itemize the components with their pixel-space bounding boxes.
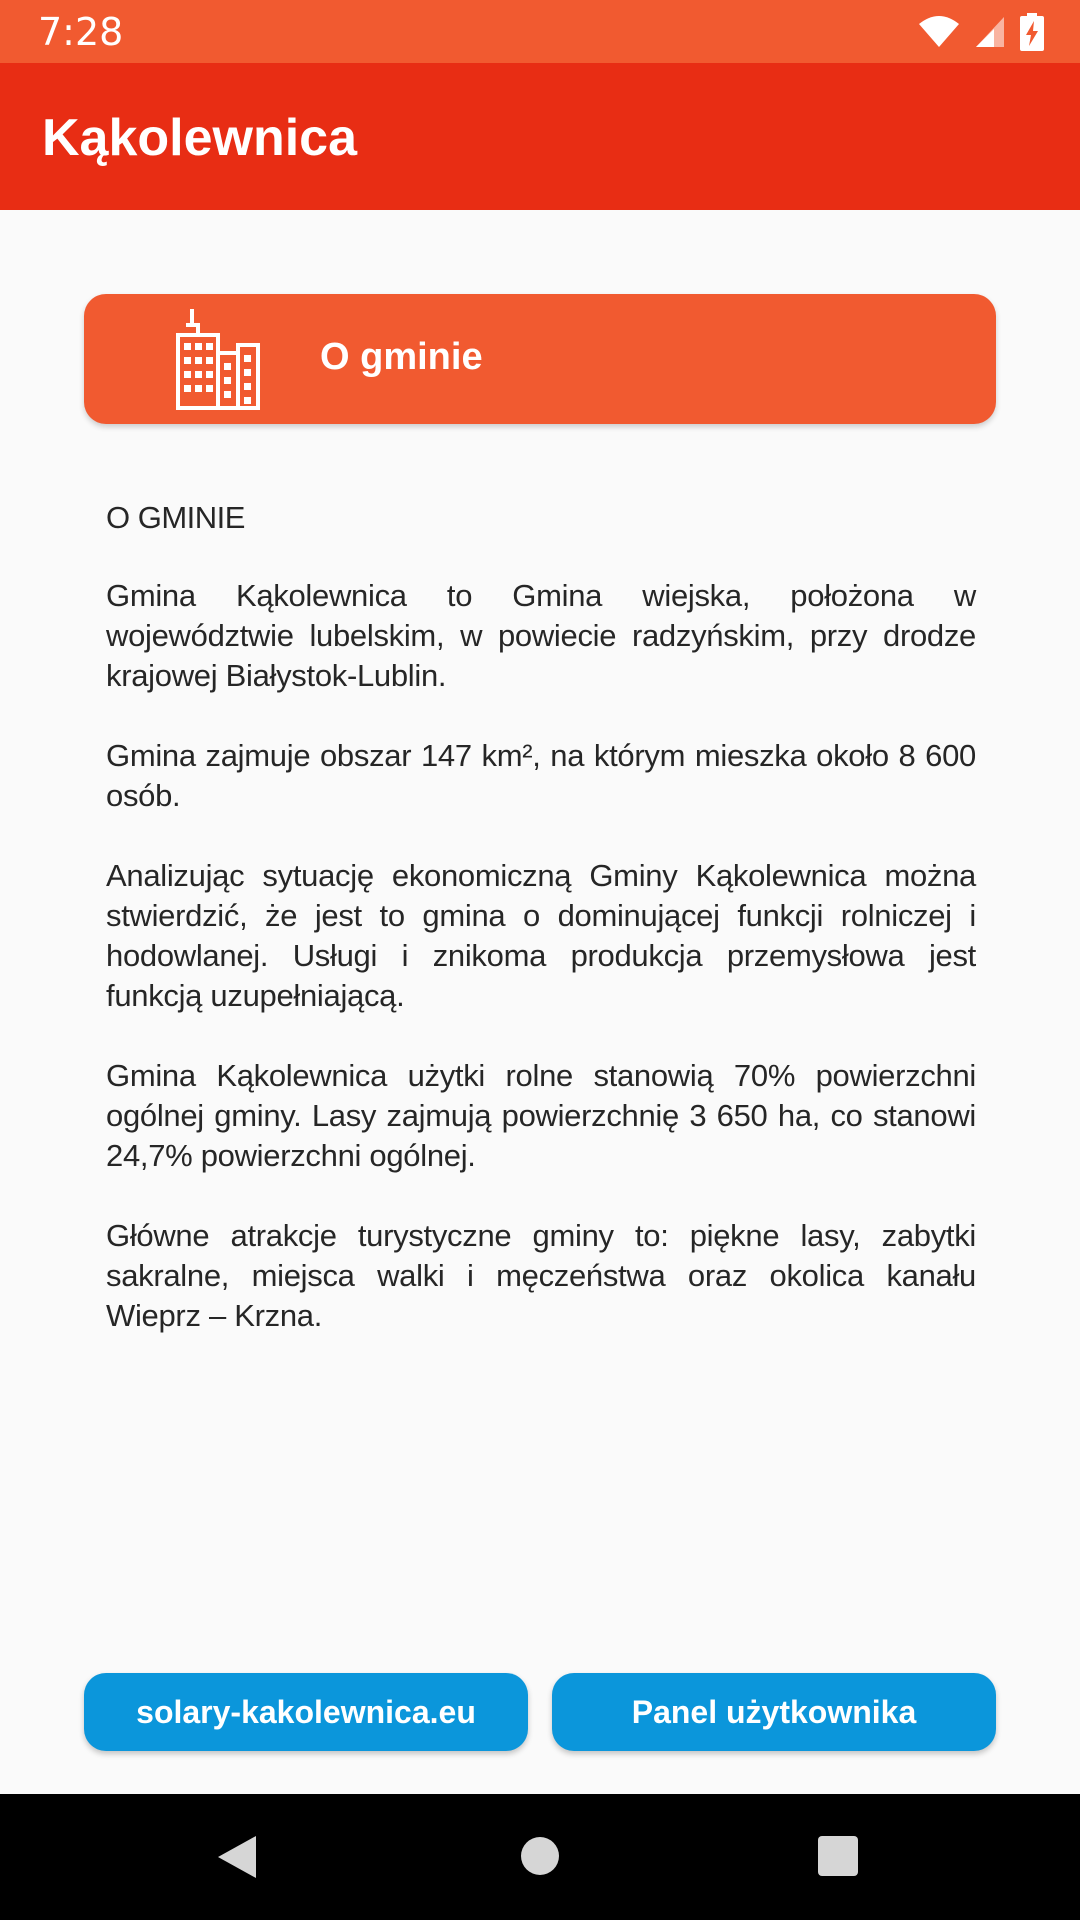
status-bar	[0, 0, 1080, 63]
content-section	[106, 500, 976, 1376]
content-paragraph: Gmina Kąkolewnica użytki rolne stanowią 70% powierzchni ogólnej gminy. Lasy zajmują powierzchnię 3 650 ha, co stanowi 24,7% powierzchni ogólnej.	[106, 1058, 976, 1173]
navigation-bar	[0, 1794, 1080, 1920]
signal-icon	[974, 15, 1006, 49]
content-paragraph: Gmina zajmuje obszar 147 km², na którym mieszka około 8 600 osób.	[106, 738, 976, 813]
home-icon[interactable]	[521, 1837, 559, 1875]
back-icon[interactable]	[216, 1834, 258, 1880]
content-paragraph: Główne atrakcje turystyczne gminy to: piękne lasy, zabytki sakralne, miejsca walki i męczeństwa oraz okolica kanału Wieprz – Krzna.	[106, 1218, 976, 1333]
section-title: O gminie	[320, 336, 483, 378]
section-header-card	[84, 294, 996, 424]
website-button[interactable]: solary-kakolewnica.eu	[84, 1673, 528, 1751]
recents-icon[interactable]	[818, 1836, 858, 1876]
content-heading: O GMINIE	[106, 500, 245, 535]
status-time: 7:28	[38, 10, 124, 54]
status-icons	[918, 12, 1044, 52]
content-paragraph: Gmina Kąkolewnica to Gmina wiejska, położona w województwie lubelskim, w powiecie radzyńskim, przy drodze krajowej Białystok-Lublin.	[106, 578, 976, 693]
battery-charging-icon	[1020, 13, 1044, 51]
content-paragraph: Analizując sytuację ekonomiczną Gminy Kąkolewnica można stwierdzić, że jest to gmina o dominującej funkcji rolniczej i hodowlanej. Usługi i znikoma produkcja przemysłowa jest funkcją uzupełniającą.	[106, 858, 976, 1013]
app-bar	[0, 63, 1080, 210]
city-buildings-icon	[172, 307, 262, 411]
user-panel-button[interactable]: Panel użytkownika	[552, 1673, 996, 1751]
app-title: Kąkolewnica	[42, 109, 358, 167]
wifi-icon	[918, 16, 960, 48]
